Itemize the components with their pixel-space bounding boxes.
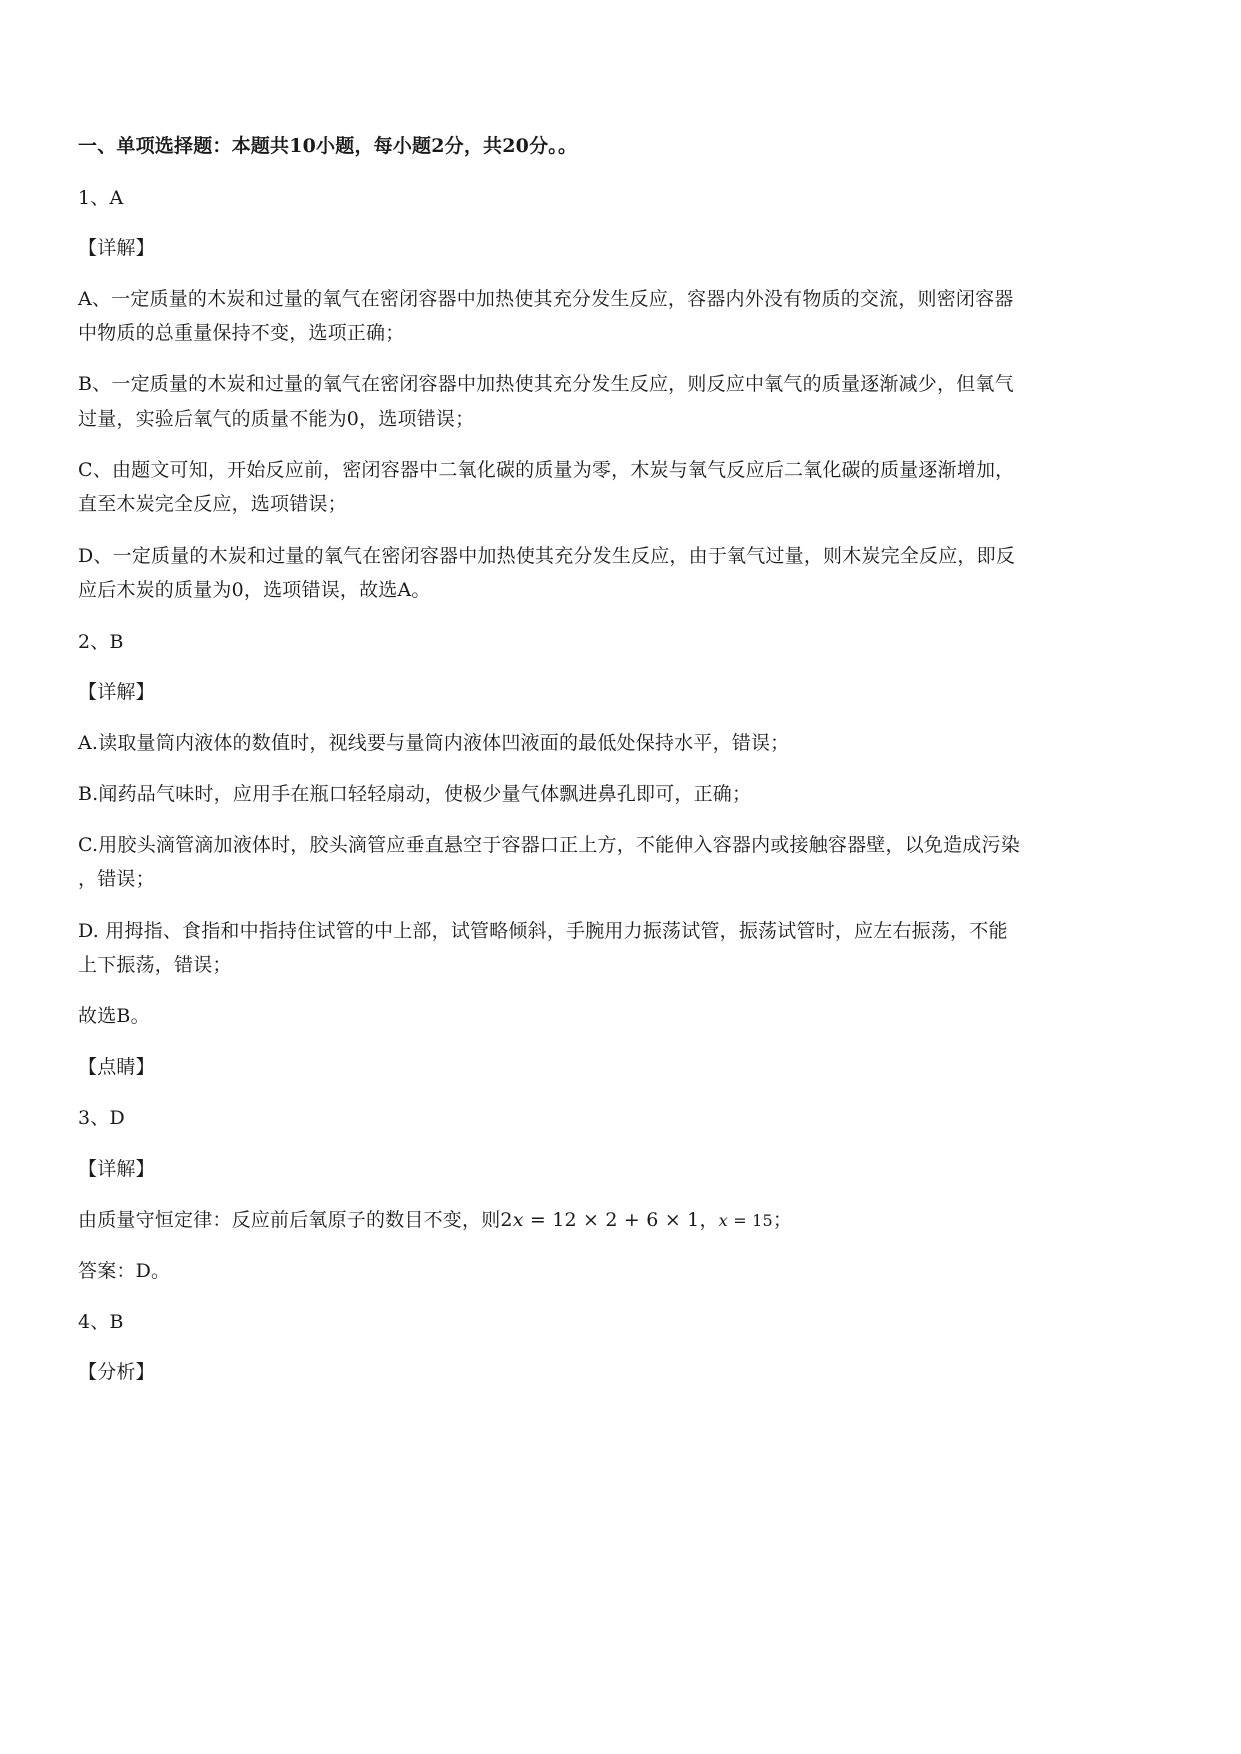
q1-option-c-line2: 直至木炭完全反应，选项错误； bbox=[78, 493, 347, 515]
q3-detail-label: 【详解】 bbox=[78, 1158, 155, 1180]
q1-answer: 1、A bbox=[78, 187, 124, 209]
q3-formula-line bbox=[78, 1206, 1163, 1235]
q1-option-a-line1: A、一定质量的木炭和过量的氧气在密闭容器中加热使其充分发生反应，容器内外没有物质的交流，则密闭容器 bbox=[78, 288, 1014, 310]
q1-option-d-line1: D、一定质量的木炭和过量的氧气在密闭容器中加热使其充分发生反应，由于氧气过量，则木炭完全反应，即反 bbox=[78, 545, 1016, 567]
q2-detail-label: 【详解】 bbox=[78, 681, 155, 703]
q3-conclusion: 答案：D。 bbox=[78, 1260, 171, 1282]
q3-formula-var: x bbox=[512, 1209, 524, 1231]
q3-result-var: x bbox=[718, 1211, 728, 1230]
q2-option-d-line2: 上下振荡，错误； bbox=[78, 954, 232, 976]
q1-option-c-line1: C、由题文可知，开始反应前，密闭容器中二氧化碳的质量为零，木炭与氧气反应后二氧化碳的质量逐渐增加， bbox=[78, 459, 1015, 481]
q2-option-d-line1: D. 用拇指、食指和中指持住试管的中上部，试管略倾斜，手腕用力振荡试管，振荡试管时，应左右振荡，不能 bbox=[78, 920, 1008, 942]
q1-option-b-line2: 过量，实验后氧气的质量不能为0，选项错误； bbox=[78, 408, 475, 430]
section-title: 一、单项选择题：本题共10小题，每小题2分，共20分。。 bbox=[78, 135, 578, 157]
q1-option-b-line1: B、一定质量的木炭和过量的氧气在密闭容器中加热使其充分发生反应，则反应中氧气的质量逐渐减少，但氧气 bbox=[78, 373, 1014, 395]
q2-answer: 2、B bbox=[78, 631, 124, 653]
q2-option-a: A.读取量筒内液体的数值时，视线要与量筒内液体凹液面的最低处保持水平，错误； bbox=[78, 732, 790, 754]
q4-analysis-label: 【分析】 bbox=[78, 1361, 155, 1383]
q2-option-b: B.闻药品气味时，应用手在瓶口轻轻扇动，使极少量气体飘进鼻孔即可，正确； bbox=[78, 783, 752, 805]
q2-option-c-line2: ，错误； bbox=[78, 868, 155, 890]
q3-formula-rhs: = 12 × 2 + 6 × 1 bbox=[523, 1209, 700, 1231]
q4-answer: 4、B bbox=[78, 1311, 124, 1333]
q3-formula-end: ； bbox=[772, 1209, 793, 1231]
q3-result-value: = 15 bbox=[727, 1211, 773, 1230]
q3-formula-coef: 2 bbox=[500, 1209, 513, 1231]
q3-answer: 3、D bbox=[78, 1107, 125, 1129]
q3-formula-prefix: 由质量守恒定律：反应前后氧原子的数目不变，则 bbox=[78, 1209, 501, 1231]
q1-detail-label: 【详解】 bbox=[78, 237, 155, 259]
q2-tip-label: 【点睛】 bbox=[78, 1056, 155, 1078]
q2-conclusion: 故选B。 bbox=[78, 1005, 150, 1027]
q1-option-d-line2: 应后木炭的质量为0，选项错误，故选A。 bbox=[78, 579, 431, 601]
q2-option-c-line1: C.用胶头滴管滴加液体时，胶头滴管应垂直悬空于容器口正上方，不能伸入容器内或接触容器壁，以免造成污染 bbox=[78, 834, 1020, 856]
q1-option-a-line2: 中物质的总重量保持不变，选项正确； bbox=[78, 322, 405, 344]
q3-formula-sep: ， bbox=[699, 1209, 719, 1231]
